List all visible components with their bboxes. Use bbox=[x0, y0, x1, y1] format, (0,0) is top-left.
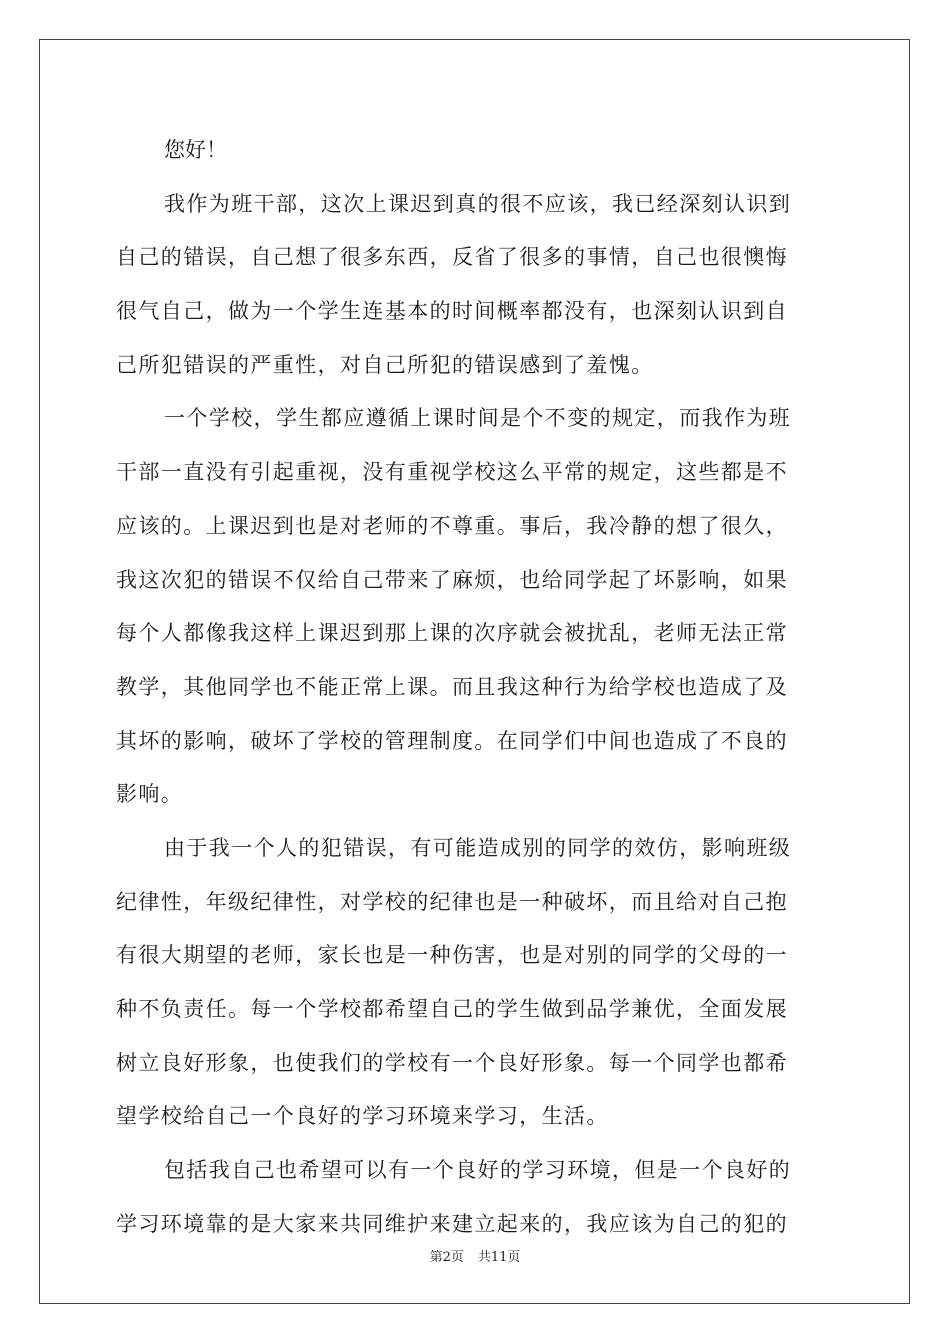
text-line: 每个人都像我这样上课迟到那上课的次序就会被扰乱，老师无法正常 bbox=[116, 621, 788, 646]
text-line: 一个学校，学生都应遵循上课时间是个不变的规定，而我作为班 bbox=[164, 406, 792, 431]
text-line: 我这次犯的错误不仅给自己带来了麻烦，也给同学起了坏影响，如果 bbox=[116, 567, 788, 592]
text-line: 学习环境靠的是大家来共同维护来建立起来的，我应该为自己的犯的 bbox=[116, 1211, 788, 1236]
text-line: 望学校给自己一个良好的学习环境来学习，生活。 bbox=[116, 1104, 609, 1129]
text-line: 有很大期望的老师，家长也是一种伤害，也是对别的同学的父母的一 bbox=[116, 943, 788, 968]
page-number: 第2页 bbox=[429, 1250, 464, 1265]
text-line: 自己的错误，自己想了很多东西，反省了很多的事情，自己也很懊悔 bbox=[116, 245, 788, 270]
text-line: 教学，其他同学也不能正常上课。而且我这种行为给学校也造成了及 bbox=[116, 674, 788, 699]
text-line: 影响。 bbox=[116, 782, 184, 807]
text-line: 己所犯错误的严重性，对自己所犯的错误感到了羞愧。 bbox=[116, 352, 654, 377]
text-line: 我作为班干部，这次上课迟到真的很不应该，我已经深刻认识到 bbox=[164, 191, 792, 216]
letter-paragraphs bbox=[116, 185, 836, 1243]
page-total: 共11页 bbox=[477, 1250, 521, 1265]
text-line: 纪律性，年级纪律性，对学校的纪律也是一种破坏，而且给对自己抱 bbox=[116, 889, 788, 914]
text-line: 种不负责任。每一个学校都希望自己的学生做到品学兼优，全面发展 bbox=[116, 997, 788, 1021]
text-line: 由于我一个人的犯错误，有可能造成别的同学的效仿，影响班级 bbox=[164, 835, 792, 860]
text-line: 应该的。上课迟到也是对老师的不尊重。事后，我冷静的想了很久， bbox=[116, 513, 788, 538]
letter-body bbox=[116, 131, 836, 1258]
text-line: 树立良好形象，也使我们的学校有一个良好形象。每一个同学也都希 bbox=[116, 1050, 788, 1075]
greeting: 您好！ bbox=[164, 138, 227, 162]
text-line: 包括我自己也希望可以有一个良好的学习环境，但是一个良好的 bbox=[164, 1158, 792, 1183]
text-line: 干部一直没有引起重视，没有重视学校这么平常的规定，这些都是不 bbox=[116, 460, 788, 485]
text-line: 很气自己，做为一个学生连基本的时间概率都没有，也深刻认识到自 bbox=[116, 299, 788, 324]
text-line: 其坏的影响，破坏了学校的管理制度。在同学们中间也造成了不良的 bbox=[116, 728, 788, 753]
page-footer bbox=[0, 1246, 950, 1265]
